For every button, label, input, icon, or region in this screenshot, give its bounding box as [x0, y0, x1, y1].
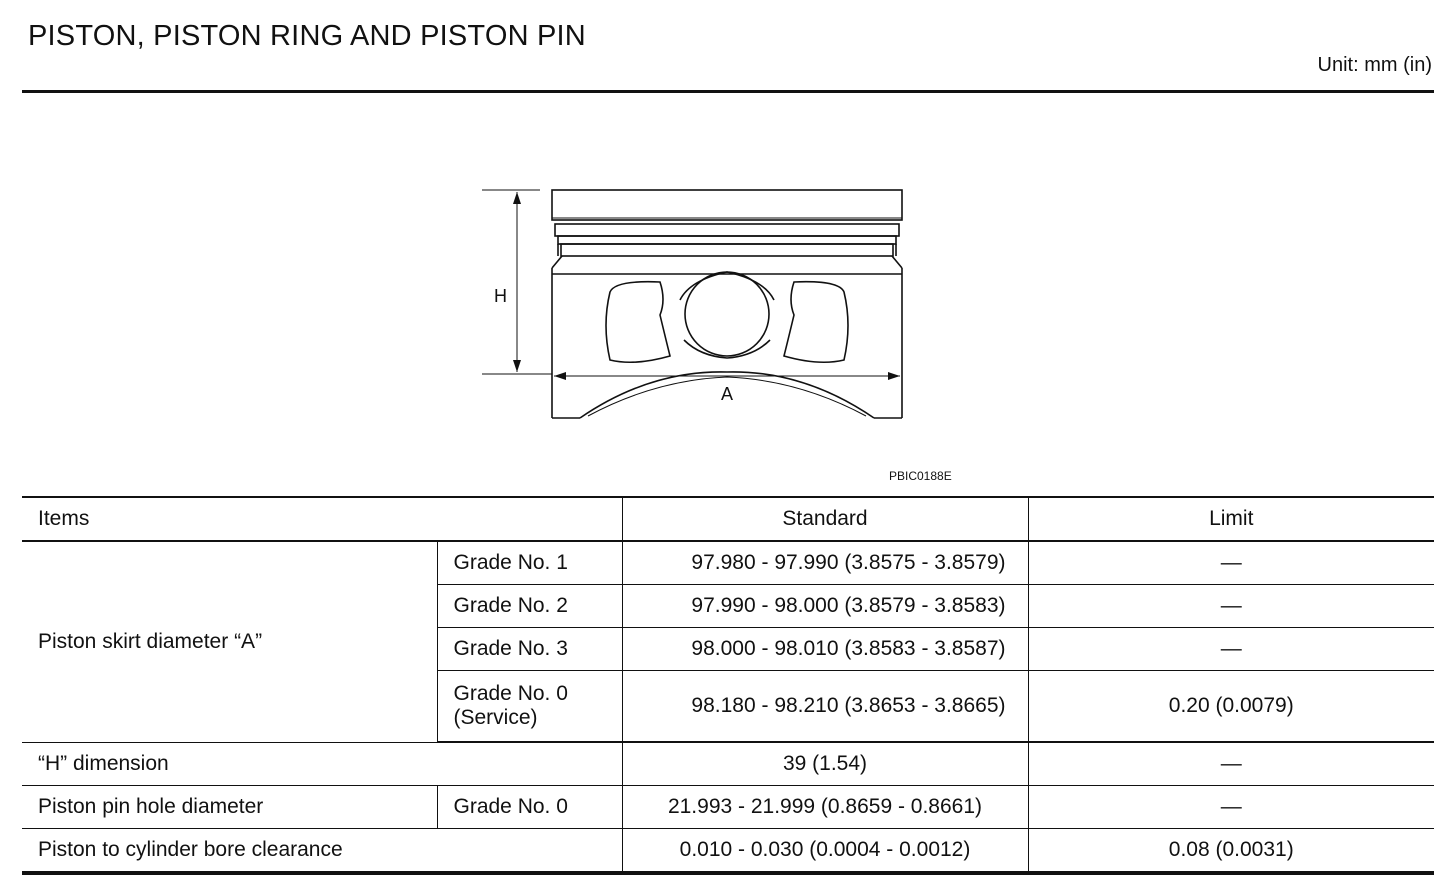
- grade-cell: [437, 671, 622, 743]
- limit-cell: —: [1028, 742, 1434, 786]
- header-limit: Limit: [1028, 497, 1434, 541]
- limit-cell: —: [1028, 541, 1434, 585]
- grade-line-1: Grade No. 0: [453, 682, 568, 705]
- standard-cell: 0.010 - 0.030 (0.0004 - 0.0012): [622, 829, 1028, 874]
- table-row: [22, 829, 1434, 874]
- grade-line-2: (Service): [453, 706, 538, 729]
- clearance-label: Piston to cylinder bore clearance: [22, 829, 622, 874]
- grade-cell: Grade No. 0: [437, 786, 622, 829]
- limit-cell: —: [1028, 585, 1434, 628]
- title-rule: [22, 90, 1434, 93]
- standard-cell: 97.980 - 97.990 (3.8575 - 3.8579): [622, 541, 1028, 585]
- pin-hole-label: Piston pin hole diameter: [22, 786, 437, 829]
- table-row: [22, 742, 1434, 786]
- spec-table: [22, 496, 1434, 875]
- standard-cell: 21.993 - 21.999 (0.8659 - 0.8661): [622, 786, 1028, 829]
- standard-cell: 39 (1.54): [622, 742, 1028, 786]
- standard-cell: 98.000 - 98.010 (3.8583 - 3.8587): [622, 628, 1028, 671]
- piston-illustration: [470, 180, 920, 430]
- label-a: A: [721, 384, 734, 404]
- piston-diagram: [470, 180, 920, 430]
- skirt-diameter-label: Piston skirt diameter “A”: [22, 541, 437, 742]
- limit-cell: —: [1028, 786, 1434, 829]
- table-row: [22, 541, 1434, 585]
- grade-cell: Grade No. 2: [437, 585, 622, 628]
- h-dimension-label: “H” dimension: [22, 742, 622, 786]
- limit-cell: 0.08 (0.0031): [1028, 829, 1434, 874]
- grade-cell: Grade No. 3: [437, 628, 622, 671]
- header-items: Items: [22, 497, 622, 541]
- limit-cell: —: [1028, 628, 1434, 671]
- limit-cell: 0.20 (0.0079): [1028, 671, 1434, 743]
- table-row: [22, 786, 1434, 829]
- header-standard: Standard: [622, 497, 1028, 541]
- figure-code: PBIC0188E: [889, 469, 952, 483]
- label-h: H: [494, 286, 507, 306]
- standard-cell: 98.180 - 98.210 (3.8653 - 3.8665): [622, 671, 1028, 743]
- page-title: PISTON, PISTON RING AND PISTON PIN: [28, 20, 586, 52]
- standard-cell: 97.990 - 98.000 (3.8579 - 3.8583): [622, 585, 1028, 628]
- table-header-row: [22, 497, 1434, 541]
- grade-cell: Grade No. 1: [437, 541, 622, 585]
- unit-label: Unit: mm (in): [1317, 54, 1432, 76]
